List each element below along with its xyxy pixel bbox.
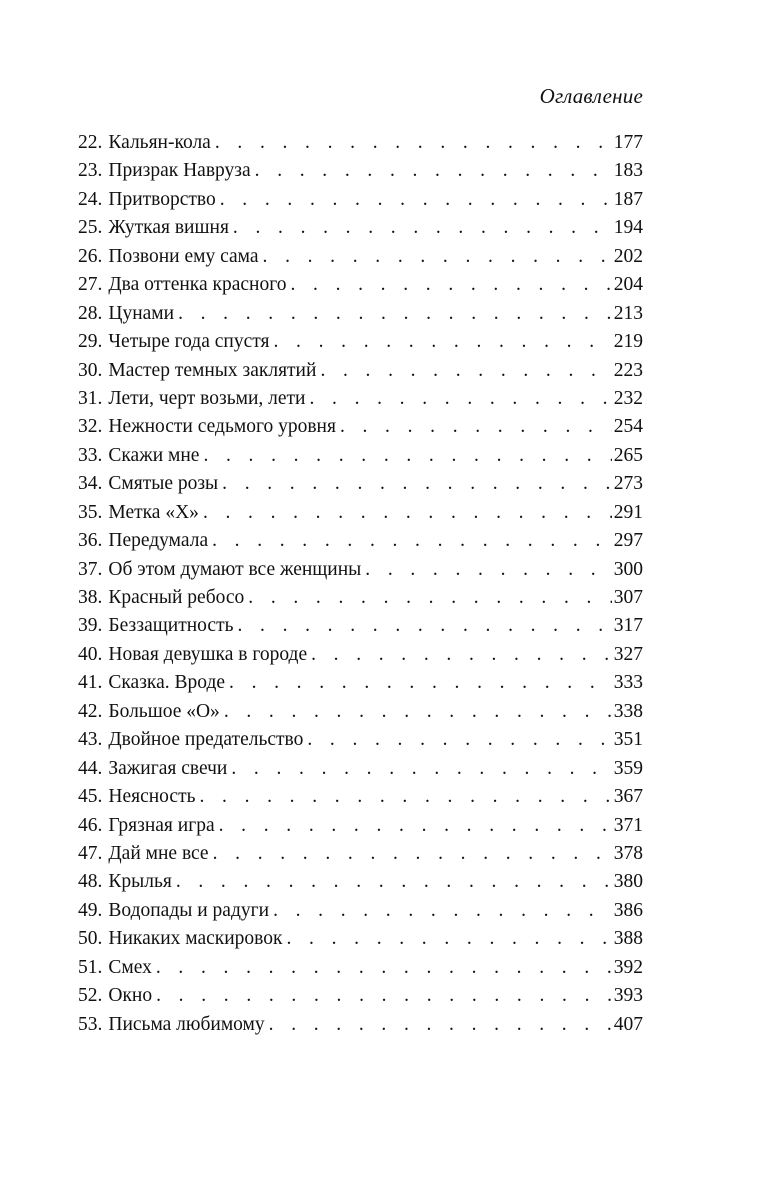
toc-entry-title: Неясность (108, 786, 196, 808)
toc-entry-title: Два оттенка красного (108, 274, 287, 296)
toc-entry (78, 612, 643, 640)
toc-entry-title: Цунами (108, 302, 175, 324)
toc-entry-page: 367 (613, 786, 643, 808)
toc-entry-page: 202 (613, 245, 643, 267)
toc-entry-number: 49. (78, 899, 103, 921)
toc-entry-number: 23. (78, 160, 103, 182)
toc-entry (78, 300, 643, 328)
toc-entry-number: 46. (78, 814, 103, 836)
toc-entry (78, 755, 643, 783)
toc-leader-dots (219, 812, 612, 840)
toc-entry-number: 52. (78, 985, 103, 1007)
toc-entry-page: 388 (613, 928, 643, 950)
toc-entry-page: 351 (613, 729, 643, 751)
toc-entry-title: Жуткая вишня (108, 217, 229, 239)
toc-entry-title: Позвони ему сама (108, 245, 259, 267)
toc-leader-dots (222, 470, 612, 498)
toc-leader-dots (203, 499, 612, 527)
toc-entry-number: 50. (78, 928, 103, 950)
toc-entry (78, 527, 643, 555)
toc-entry-page: 177 (613, 132, 643, 153)
toc-entry (78, 1011, 643, 1039)
toc-entry (78, 243, 643, 271)
toc-entry-number: 31. (78, 387, 103, 409)
toc-entry-number: 45. (78, 786, 103, 808)
toc-entry-page: 327 (613, 643, 643, 665)
toc-entry (78, 726, 643, 754)
toc-entry-number: 43. (78, 729, 103, 751)
toc-entry-title: Притворство (108, 188, 216, 210)
toc-entry-number: 26. (78, 245, 103, 267)
toc-entry-page: 359 (613, 757, 643, 779)
toc-leader-dots (307, 726, 611, 754)
toc-entry-page: 307 (613, 587, 643, 608)
toc-leader-dots (176, 868, 612, 896)
toc-entry-title: Скажи мне (108, 444, 200, 466)
toc-entry-title: Зажигая свечи (108, 757, 228, 779)
toc-entry (78, 783, 643, 811)
toc-entry (78, 698, 643, 726)
toc-entry (78, 413, 643, 441)
toc-entry (78, 271, 643, 299)
toc-entry-page: 371 (613, 814, 643, 836)
toc-entry (78, 982, 643, 1010)
toc-entry-title: Сказка. Вроде (108, 672, 226, 694)
toc-entry-page: 223 (613, 359, 643, 381)
toc-leader-dots (229, 669, 612, 697)
toc-leader-dots (199, 783, 611, 811)
toc-entry-number: 36. (78, 530, 103, 552)
toc-leader-dots (233, 214, 612, 242)
toc-entry (78, 925, 643, 953)
toc-leader-dots (156, 954, 612, 982)
toc-entry-page: 297 (613, 530, 643, 552)
toc-leader-dots (255, 157, 612, 185)
toc-leader-dots (224, 698, 612, 726)
toc-entry-number: 39. (78, 615, 103, 637)
toc-entry-number: 42. (78, 700, 103, 722)
toc-entry-title: Метка «Х» (108, 501, 199, 523)
toc-leader-dots (212, 527, 612, 555)
toc-entry-page: 219 (613, 331, 643, 353)
toc-entry (78, 214, 643, 242)
toc-entry-number: 48. (78, 871, 103, 893)
toc-entry-title: Новая девушка в городе (108, 643, 308, 665)
toc-entry-title: Четыре года спустя (108, 331, 270, 353)
toc-entry-title: Кальян-кола (108, 132, 211, 153)
toc-entry-title: Дай мне все (108, 842, 209, 864)
toc-entry-page: 317 (613, 615, 643, 637)
toc-entry-title: Окно (108, 985, 153, 1007)
toc-leader-dots (320, 357, 611, 385)
toc-leader-dots (248, 584, 611, 612)
toc-entry-title: Лети, черт возьми, лети (108, 387, 306, 409)
toc-entry-page: 204 (613, 274, 643, 296)
toc-entry-number: 33. (78, 444, 103, 466)
toc-entry (78, 584, 643, 612)
toc-entry (78, 385, 643, 413)
toc-entry-title: Водопады и радуги (108, 899, 270, 921)
toc-entry-number: 25. (78, 217, 103, 239)
toc-entry-title: Смятые розы (108, 473, 219, 495)
toc-entry-number: 37. (78, 558, 103, 580)
toc-entry-page: 273 (613, 473, 643, 495)
toc-entry-number: 51. (78, 956, 103, 978)
toc-entry-number: 28. (78, 302, 103, 324)
toc-leader-dots (215, 129, 612, 157)
toc-entry-number: 29. (78, 331, 103, 353)
toc-entry-number: 44. (78, 757, 103, 779)
toc-leader-dots (213, 840, 612, 868)
toc-leader-dots (290, 271, 611, 299)
toc-entry (78, 641, 643, 669)
toc-entry (78, 868, 643, 896)
toc-entry-number: 30. (78, 359, 103, 381)
toc-leader-dots (178, 300, 612, 328)
toc-entry-page: 187 (613, 188, 643, 210)
toc-entry (78, 186, 643, 214)
toc-leader-dots (340, 413, 612, 441)
toc-entry-number: 47. (78, 842, 103, 864)
toc-entry-number: 53. (78, 1013, 103, 1035)
toc-entry-page: 194 (613, 217, 643, 239)
toc-entry-page: 393 (613, 985, 643, 1007)
toc-leader-dots (263, 243, 612, 271)
toc-entry-title: Передумала (108, 530, 209, 552)
toc-leader-dots (156, 982, 612, 1010)
toc-entry (78, 470, 643, 498)
toc-leader-dots (309, 385, 611, 413)
toc-entry (78, 954, 643, 982)
toc-entry (78, 357, 643, 385)
toc-entry (78, 812, 643, 840)
toc-entry (78, 897, 643, 925)
toc-entry-title: Никаких маскировок (108, 928, 283, 950)
toc-entry-page: 407 (613, 1013, 643, 1035)
toc-entry-title: Красный ребосо (108, 587, 245, 608)
toc-entry-page: 183 (613, 160, 643, 182)
toc-entry-title: Беззащитность (108, 615, 234, 637)
toc-entry-title: Смех (108, 956, 152, 978)
toc-entry (78, 499, 643, 527)
toc-entry-number: 41. (78, 672, 103, 694)
toc-entry-title: Грязная игра (108, 814, 215, 836)
toc-entry-page: 265 (613, 444, 643, 466)
toc-leader-dots (220, 186, 612, 214)
toc-entry (78, 556, 643, 584)
toc-entry-number: 32. (78, 416, 103, 438)
toc-entry-page: 254 (613, 416, 643, 438)
toc-entry-title: Большое «О» (108, 700, 220, 722)
toc-entry (78, 669, 643, 697)
table-of-contents (78, 129, 643, 1039)
toc-leader-dots (287, 925, 612, 953)
toc-entry-page: 338 (613, 700, 643, 722)
toc-entry-page: 291 (613, 501, 643, 523)
toc-entry-page: 378 (613, 842, 643, 864)
toc-entry-number: 35. (78, 501, 103, 523)
toc-entry-title: Об этом думают все женщины (108, 558, 362, 580)
toc-entry-title: Письма любимому (108, 1013, 265, 1035)
toc-entry-title: Крылья (108, 871, 172, 893)
toc-entry-number: 34. (78, 473, 103, 495)
toc-leader-dots (231, 755, 611, 783)
toc-entry-title: Призрак Навруза (108, 160, 251, 182)
toc-entry-number: 22. (78, 132, 103, 153)
toc-entry (78, 328, 643, 356)
toc-leader-dots (274, 328, 612, 356)
toc-entry (78, 157, 643, 185)
toc-leader-dots (269, 1011, 612, 1039)
toc-entry-title: Мастер темных заклятий (108, 359, 317, 381)
toc-entry-page: 386 (613, 899, 643, 921)
toc-leader-dots (365, 556, 611, 584)
toc-entry (78, 129, 643, 157)
toc-entry-number: 27. (78, 274, 103, 296)
toc-entry-page: 232 (613, 387, 643, 409)
toc-leader-dots (311, 641, 612, 669)
toc-entry-page: 392 (613, 956, 643, 978)
toc-leader-dots (273, 897, 612, 925)
toc-entry (78, 442, 643, 470)
toc-entry-page: 300 (613, 558, 643, 580)
toc-entry-title: Нежности седьмого уровня (108, 416, 336, 438)
toc-entry-page: 333 (613, 672, 643, 694)
toc-entry-number: 40. (78, 643, 103, 665)
toc-entry-title: Двойное предательство (108, 729, 304, 751)
toc-leader-dots (237, 612, 611, 640)
toc-entry-number: 24. (78, 188, 103, 210)
toc-entry (78, 840, 643, 868)
toc-entry-page: 380 (613, 871, 643, 893)
toc-entry-page: 213 (613, 302, 643, 324)
running-head: Оглавление (539, 84, 643, 108)
toc-entry-number: 38. (78, 587, 103, 608)
toc-leader-dots (203, 442, 611, 470)
